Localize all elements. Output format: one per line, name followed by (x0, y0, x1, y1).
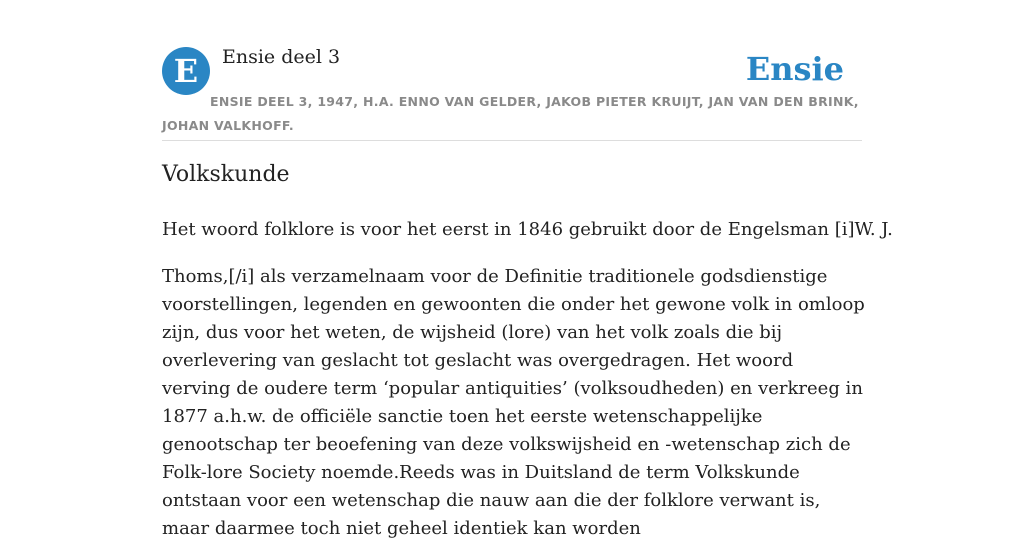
site-header (162, 44, 862, 141)
book-meta: ENSIE DEEL 3, 1947, H.A. ENNO VAN GELDER, JAKOB PIETER KRUIJT, JAN VAN DEN BRINK, JOHAN VALKHOFF. (162, 94, 859, 133)
article-paragraph: Thoms,[/i] als verzamelnaam voor de Definitie traditionele godsdienstige voorstellingen, legenden en gewoonten die onder het gewone volk in omloop zijn, dus voor het weten, de wijsheid (lore) van het volk zoals die bij overlevering van geslacht tot geslacht was overgedragen. Het woord verving de oudere term ‘popular antiquities’ (volksoudheden) en verkreeg in 1877 a.h.w. de officiële sanctie toen het eerste wetenschappelijke genootschap ter beoefening van deze volkswijsheid en -wetenschap zich de Folk-lore Society noemde.Reeds was in Duitsland de term Volkskunde ontstaan voor een wetenschap die nauw aan die der folklore verwant is, maar daarmee toch niet geheel identiek kan worden (162, 266, 865, 539)
brand-logo-link[interactable]: Ensie (745, 50, 844, 88)
book-title-link[interactable]: Ensie deel 3 (222, 46, 341, 68)
article-paragraph: Het woord folklore is voor het eerst in 1846 gebruikt door de Engelsman [i]W. J. (162, 219, 893, 240)
ensie-logo-icon[interactable]: E (162, 47, 210, 95)
article-title: Volkskunde (162, 162, 290, 187)
